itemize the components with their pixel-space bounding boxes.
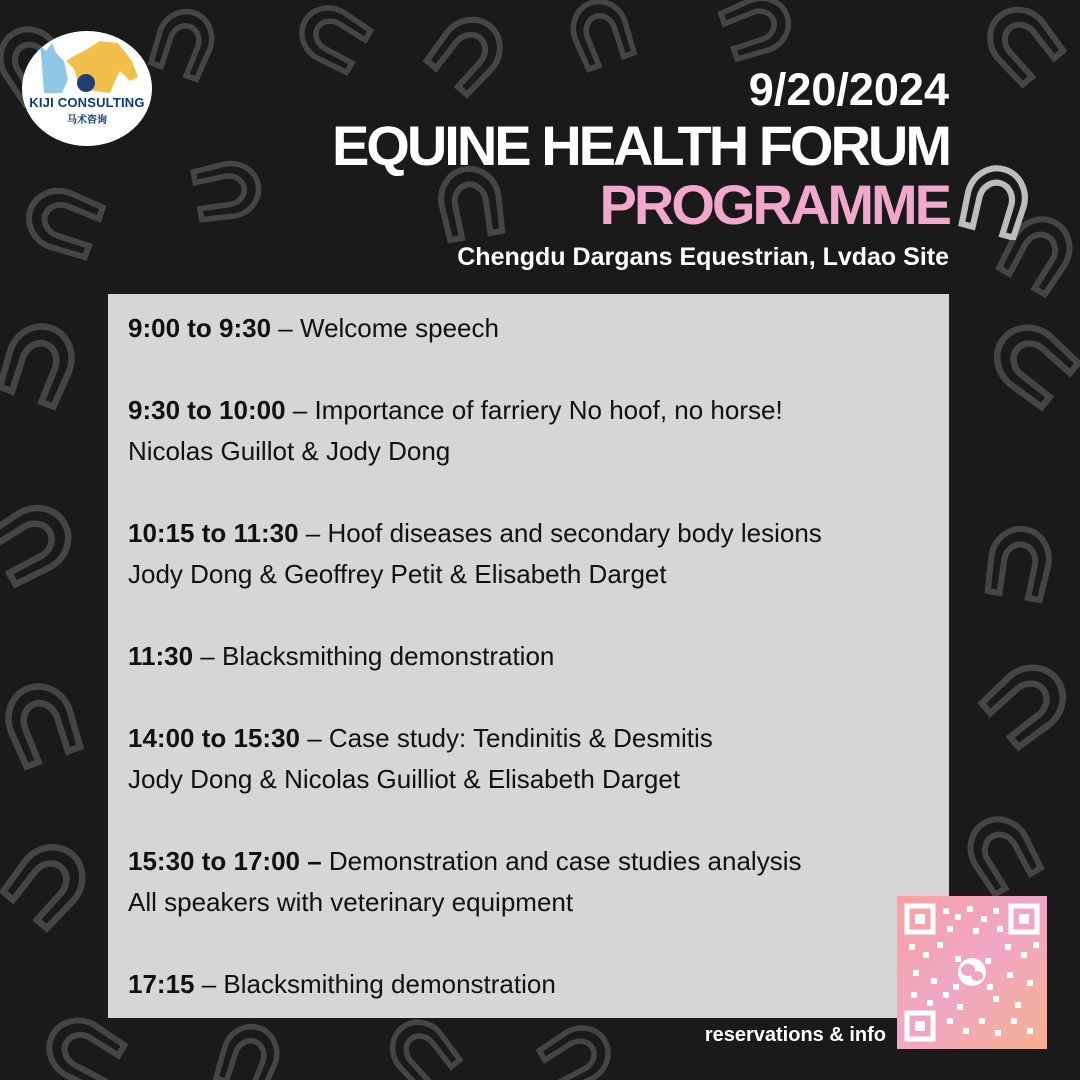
session-separator: – [298, 518, 328, 548]
session-separator: – [285, 395, 315, 425]
session-6 [128, 841, 938, 923]
session-time: 14:00 to 15:30 [128, 723, 300, 753]
session-separator: – [299, 723, 329, 753]
session-speakers: All speakers with veterinary equipment [128, 887, 574, 917]
session-time: 11:30 [128, 641, 194, 671]
wechat-icon [958, 958, 986, 986]
session-speakers: Jody Dong & Geoffrey Petit & Elisabeth Darget [128, 559, 667, 589]
brand-name: KIJI CONSULTING [29, 95, 145, 110]
event-date: 9/20/2024 [748, 64, 949, 115]
session-time: 17:15 [128, 969, 195, 999]
header [332, 64, 949, 276]
session-time: 15:30 to 17:00 – [128, 846, 322, 876]
session-title: Welcome speech [300, 313, 499, 343]
session-title: Blacksmithing demonstration [222, 641, 555, 671]
session-7 [128, 964, 938, 1005]
session-title: Hoof diseases and secondary body lesions [327, 518, 822, 548]
programme-heading: PROGRAMME [599, 173, 949, 236]
session-time: 9:30 to 10:00 [128, 395, 286, 425]
session-separator: – [271, 313, 300, 343]
horseshoe-icon [955, 158, 1037, 240]
session-time: 10:15 to 11:30 [128, 518, 299, 548]
reservations-info-label: reservations & info [704, 1024, 886, 1046]
session-speakers: Nicolas Guillot & Jody Dong [128, 436, 451, 466]
session-3 [128, 513, 938, 595]
horse-logo-icon [22, 31, 152, 101]
programme-card [108, 294, 949, 1018]
session-time: 9:00 to 9:30 [128, 313, 272, 343]
session-title: Demonstration and case studies analysis [328, 846, 802, 876]
session-separator [322, 846, 329, 876]
session-separator: – [194, 969, 224, 999]
brand-name-cn: 马术咨询 [67, 115, 107, 126]
session-title: Case study: Tendinitis & Desmitis [328, 723, 713, 753]
qr-code[interactable] [897, 896, 1047, 1049]
session-separator: – [193, 641, 222, 671]
qr-code-icon [897, 896, 1047, 1049]
session-2 [128, 390, 938, 472]
brand-logo [22, 31, 152, 146]
session-5 [128, 718, 938, 800]
session-title: Importance of farriery No hoof, no horse! [314, 395, 783, 425]
session-speakers: Jody Dong & Nicolas Guilliot & Elisabeth Darget [128, 764, 681, 794]
venue: Chengdu Dargans Equestrian, Lvdao Site [457, 243, 949, 271]
session-1 [128, 308, 938, 349]
event-title: EQUINE HEALTH FORUM [331, 114, 949, 177]
session-title: Blacksmithing demonstration [223, 969, 556, 999]
session-4 [128, 636, 938, 677]
